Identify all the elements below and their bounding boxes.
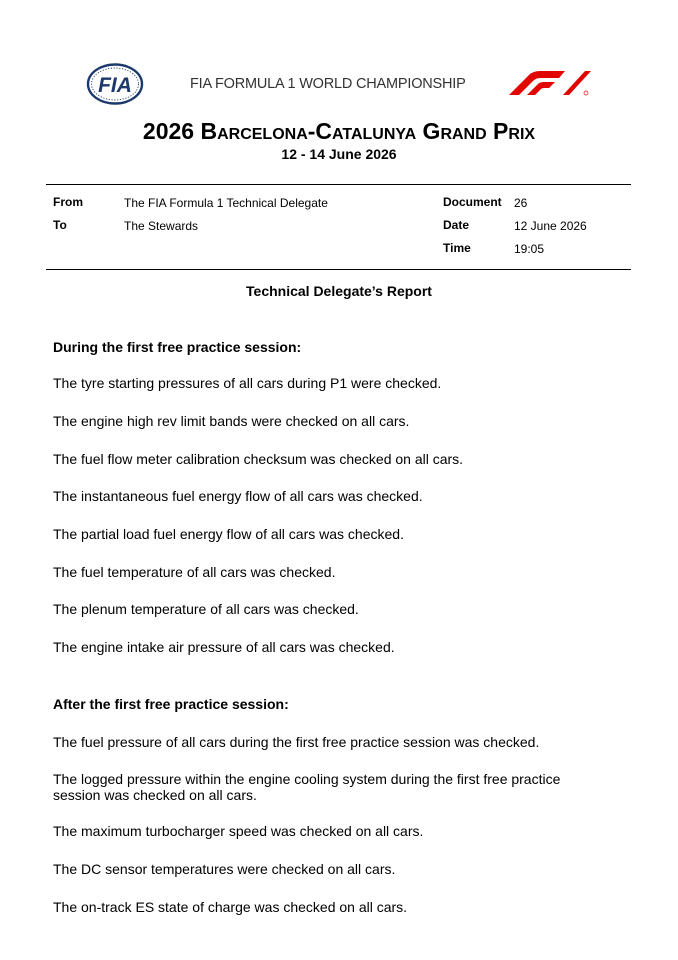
fia-logo-text: FIA (98, 74, 132, 97)
report-title: Technical Delegate’s Report (246, 283, 432, 299)
date-value: 12 June 2026 (514, 219, 587, 233)
report-item: The instantaneous fuel energy flow of all cars was checked. (53, 488, 423, 504)
report-item: The fuel pressure of all cars during the first free practice session was checked. (53, 734, 540, 750)
document-value: 26 (514, 196, 528, 210)
report-item: The engine high rev limit bands were checked on all cars. (53, 413, 410, 429)
from-value: The FIA Formula 1 Technical Delegate (124, 196, 328, 210)
event-title: 2026 Barcelona-Catalunya Grand Prix (142, 118, 536, 144)
date-label: Date (443, 218, 470, 232)
report-item: The fuel flow meter calibration checksum was checked on all cars. (53, 451, 464, 467)
report-item: The on-track ES state of charge was checked on all cars. (53, 899, 408, 915)
section-heading: After the first free practice session: (53, 696, 289, 712)
section-heading: During the first free practice session: (53, 339, 302, 355)
report-item: The engine intake air pressure of all cars was checked. (53, 639, 395, 655)
time-label: Time (443, 241, 471, 255)
event-dates: 12 - 14 June 2026 (281, 146, 397, 162)
championship-name: FIA FORMULA 1 WORLD CHAMPIONSHIP (190, 76, 466, 92)
report-item: The maximum turbocharger speed was checked on all cars. (53, 823, 424, 839)
time-value: 19:05 (514, 242, 545, 256)
report-item: The tyre starting pressures of all cars during P1 were checked. (53, 375, 442, 391)
report-item: The partial load fuel energy flow of all cars was checked. (53, 526, 404, 542)
report-item: The plenum temperature of all cars was checked. (53, 601, 359, 617)
divider-top (46, 184, 631, 185)
f1-logo (507, 70, 591, 96)
report-item: The logged pressure within the engine cooling system during the first free practice session was checked on all cars. (53, 771, 561, 803)
divider-bottom (46, 269, 631, 270)
fia-logo (86, 63, 144, 105)
to-value: The Stewards (124, 219, 199, 233)
report-item: The DC sensor temperatures were checked on all cars. (53, 861, 396, 877)
document-label: Document (443, 195, 502, 209)
to-label: To (53, 218, 67, 232)
report-item: The fuel temperature of all cars was checked. (53, 564, 336, 580)
from-label: From (53, 195, 83, 209)
